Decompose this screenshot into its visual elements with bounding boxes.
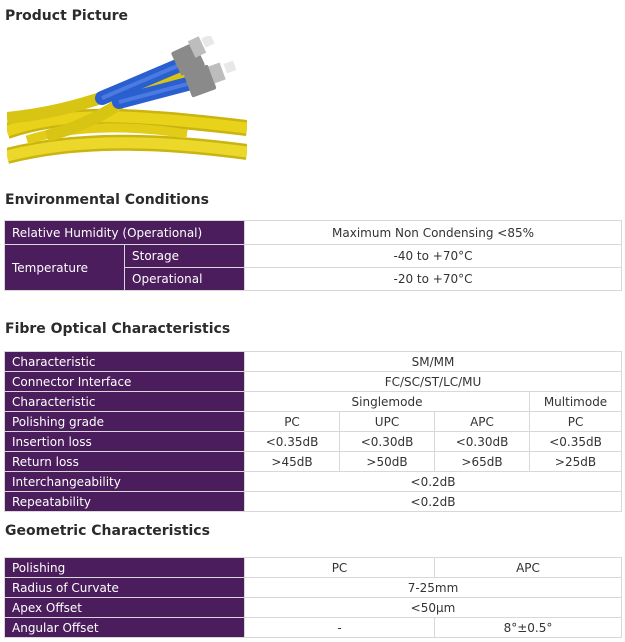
- return-cell: >25dB: [530, 452, 622, 472]
- insertion-loss-label: Insertion loss: [5, 432, 245, 452]
- polishing-cell: PC: [530, 412, 622, 432]
- table-row: [5, 245, 622, 268]
- multimode-header: Multimode: [530, 392, 622, 412]
- apex-value: <50μm: [245, 598, 622, 618]
- return-loss-label: Return loss: [5, 452, 245, 472]
- table-row: [5, 372, 622, 392]
- table-row: [5, 472, 622, 492]
- polishing-label: Polishing: [5, 558, 245, 578]
- table-row: [5, 221, 622, 245]
- geometric-heading: Geometric Characteristics: [5, 523, 210, 539]
- table-row: [5, 558, 622, 578]
- storage-label: Storage: [125, 245, 245, 268]
- angular-cell: 8°±0.5°: [435, 618, 622, 638]
- return-cell: >65dB: [435, 452, 530, 472]
- table-row: [5, 392, 622, 412]
- environmental-heading: Environmental Conditions: [5, 192, 209, 208]
- geometric-table: [4, 557, 622, 638]
- connector-value: FC/SC/ST/LC/MU: [245, 372, 622, 392]
- polishing-cell: APC: [435, 558, 622, 578]
- fiber-patch-cord-image: [7, 36, 247, 166]
- table-row: [5, 432, 622, 452]
- operational-label: Operational: [125, 268, 245, 291]
- radius-label: Radius of Curvate: [5, 578, 245, 598]
- polishing-cell: PC: [245, 412, 340, 432]
- connector-label: Connector Interface: [5, 372, 245, 392]
- table-row: [5, 578, 622, 598]
- fibre-table: [4, 351, 622, 512]
- insertion-cell: <0.30dB: [435, 432, 530, 452]
- interchangeability-value: <0.2dB: [245, 472, 622, 492]
- table-row: [5, 598, 622, 618]
- table-row: [5, 412, 622, 432]
- product-picture-heading: Product Picture: [5, 8, 129, 24]
- characteristic-value: SM/MM: [245, 352, 622, 372]
- singlemode-header: Singlemode: [245, 392, 530, 412]
- polishing-cell: PC: [245, 558, 435, 578]
- temperature-label: Temperature: [5, 245, 125, 291]
- humidity-label: Relative Humidity (Operational): [5, 221, 245, 245]
- operational-value: -20 to +70°C: [245, 268, 622, 291]
- polishing-cell: UPC: [340, 412, 435, 432]
- radius-value: 7-25mm: [245, 578, 622, 598]
- environmental-table: [4, 220, 622, 291]
- polishing-cell: APC: [435, 412, 530, 432]
- angular-label: Angular Offset: [5, 618, 245, 638]
- characteristic-label: Characteristic: [5, 352, 245, 372]
- mode-label: Characteristic: [5, 392, 245, 412]
- insertion-cell: <0.35dB: [530, 432, 622, 452]
- polishing-grade-label: Polishing grade: [5, 412, 245, 432]
- table-row: [5, 618, 622, 638]
- table-row: [5, 452, 622, 472]
- humidity-value: Maximum Non Condensing <85%: [245, 221, 622, 245]
- storage-value: -40 to +70°C: [245, 245, 622, 268]
- fibre-heading: Fibre Optical Characteristics: [5, 321, 231, 337]
- table-row: [5, 492, 622, 512]
- return-cell: >45dB: [245, 452, 340, 472]
- insertion-cell: <0.30dB: [340, 432, 435, 452]
- insertion-cell: <0.35dB: [245, 432, 340, 452]
- interchangeability-label: Interchangeability: [5, 472, 245, 492]
- repeatability-value: <0.2dB: [245, 492, 622, 512]
- table-row: [5, 352, 622, 372]
- repeatability-label: Repeatability: [5, 492, 245, 512]
- angular-cell: -: [245, 618, 435, 638]
- return-cell: >50dB: [340, 452, 435, 472]
- apex-label: Apex Offset: [5, 598, 245, 618]
